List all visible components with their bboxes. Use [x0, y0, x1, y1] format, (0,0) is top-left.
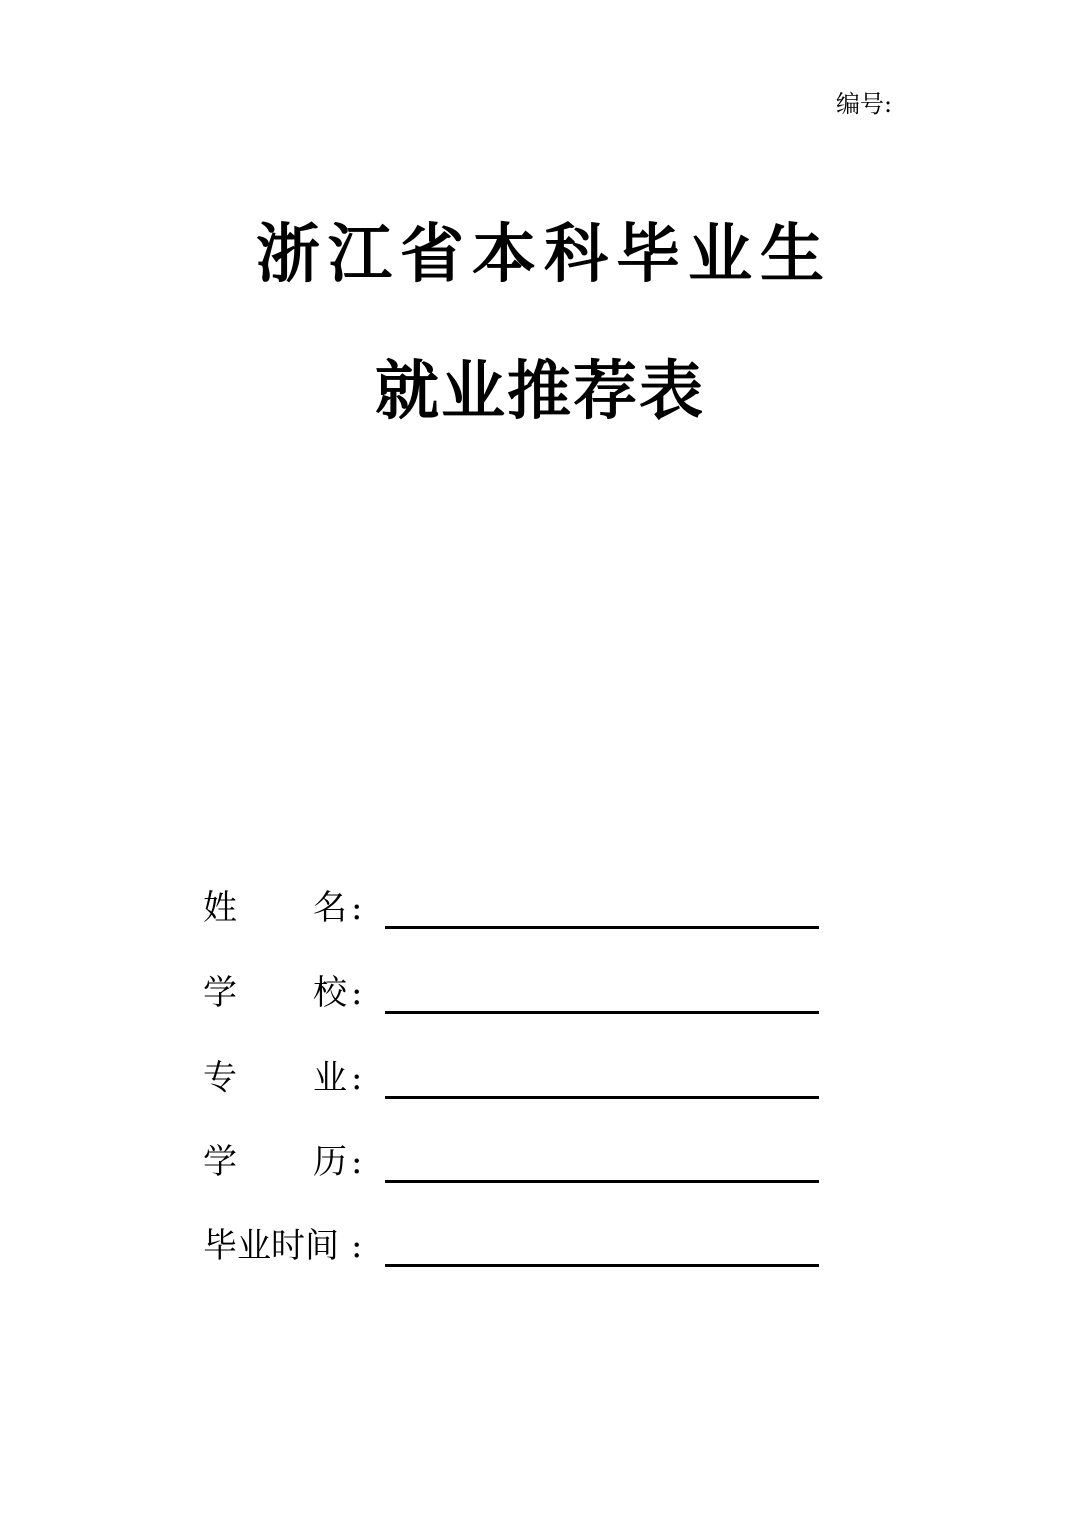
field-name-label: 姓 名 : [203, 888, 363, 928]
field-school-input[interactable] [385, 971, 819, 1014]
field-graduation-time-row [203, 1218, 823, 1278]
serial-number-label: 编号: [836, 90, 893, 118]
field-degree-input[interactable] [385, 1140, 819, 1183]
field-name-row [203, 880, 823, 940]
field-name-input[interactable] [385, 886, 819, 929]
document-title-line-1: 浙江省本科毕业生 [256, 218, 832, 292]
document-title-line-2: 就业推荐表 [375, 355, 705, 429]
field-degree-label: 学 历 : [203, 1142, 363, 1182]
field-major-row [203, 1050, 823, 1110]
field-major-input[interactable] [385, 1056, 819, 1099]
field-graduation-time-input[interactable] [385, 1224, 819, 1267]
field-major-label: 专 业 : [203, 1058, 363, 1098]
field-graduation-time-label: 毕业时间 : [203, 1226, 363, 1266]
field-school-label: 学 校 : [203, 973, 363, 1013]
field-school-row [203, 965, 823, 1025]
field-degree-row [203, 1134, 823, 1194]
